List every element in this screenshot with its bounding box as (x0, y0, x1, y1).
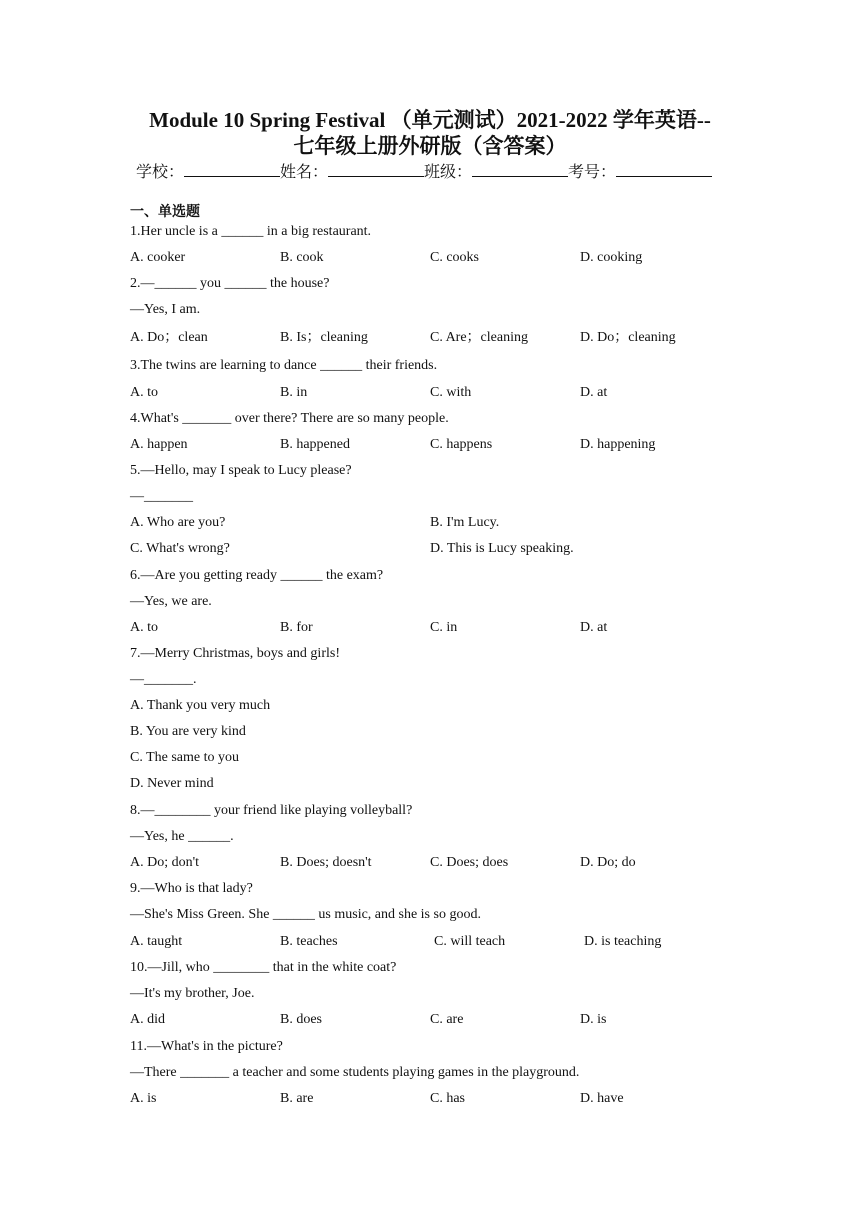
question-11-option-a[interactable]: A. is (130, 1091, 157, 1106)
name-label: 姓名： (280, 164, 329, 181)
question-4-option-c[interactable]: C. happens (430, 437, 493, 452)
question-5-option-d[interactable]: D. This is Lucy speaking. (430, 541, 574, 556)
question-7-text: 7.—Merry Christmas, boys and girls! (130, 646, 340, 661)
question-11-option-c[interactable]: C. has (430, 1091, 465, 1106)
question-6-option-a[interactable]: A. to (130, 620, 158, 635)
question-2-option-c[interactable]: C. Are；cleaning (430, 330, 528, 345)
question-6-option-c[interactable]: C. in (430, 620, 458, 635)
question-8-option-a[interactable]: A. Do; don't (130, 855, 200, 870)
question-11-reply: —There _______ a teacher and some students playing games in the playground. (130, 1065, 580, 1080)
question-11-text: 11.—What's in the picture? (130, 1039, 283, 1054)
question-11-option-b[interactable]: B. are (280, 1091, 314, 1106)
question-10-option-a[interactable]: A. did (130, 1012, 165, 1027)
question-10-option-b[interactable]: B. does (280, 1012, 322, 1027)
school-blank[interactable] (184, 162, 280, 177)
class-label: 班级： (424, 164, 473, 181)
question-7-option-d[interactable]: D. Never mind (130, 776, 214, 791)
question-5-reply: —_______ (130, 489, 193, 504)
question-5-text: 5.—Hello, may I speak to Lucy please? (130, 463, 352, 478)
question-8-text: 8.—________ your friend like playing volleyball? (130, 803, 413, 818)
question-6-option-b[interactable]: B. for (280, 620, 313, 635)
question-10-text: 10.—Jill, who ________ that in the white coat? (130, 960, 397, 975)
question-2-option-b[interactable]: B. Is；cleaning (280, 330, 368, 345)
question-9-option-a[interactable]: A. taught (130, 934, 183, 949)
question-6-text: 6.—Are you getting ready ______ the exam? (130, 568, 384, 583)
question-2-reply: —Yes, I am. (130, 302, 201, 317)
question-2-text: 2.—______ you ______ the house? (130, 276, 330, 291)
question-11-option-d[interactable]: D. have (580, 1091, 624, 1106)
question-4-text: 4.What's _______ over there? There are so many people. (130, 411, 449, 426)
question-10-reply: —It's my brother, Joe. (130, 986, 255, 1001)
question-9-text: 9.—Who is that lady? (130, 881, 253, 896)
question-3-option-a[interactable]: A. to (130, 385, 158, 400)
question-4-option-b[interactable]: B. happened (280, 437, 350, 452)
question-1-option-c[interactable]: C. cooks (430, 250, 479, 265)
question-2-option-a[interactable]: A. Do；clean (130, 330, 208, 345)
question-7-option-b[interactable]: B. You are very kind (130, 724, 246, 739)
question-6-option-d[interactable]: D. at (580, 620, 608, 635)
question-2-option-d[interactable]: D. Do；cleaning (580, 330, 676, 345)
question-1-option-b[interactable]: B. cook (280, 250, 324, 265)
question-3-option-d[interactable]: D. at (580, 385, 608, 400)
question-7-option-c[interactable]: C. The same to you (130, 750, 240, 765)
question-8-option-d[interactable]: D. Do; do (580, 855, 636, 870)
question-3-text: 3.The twins are learning to dance ______ their friends. (130, 358, 438, 373)
question-4-option-d[interactable]: D. happening (580, 437, 656, 452)
question-9-option-c[interactable]: C. will teach (434, 934, 506, 949)
question-10-option-d[interactable]: D. is (580, 1012, 607, 1027)
question-6-reply: —Yes, we are. (130, 594, 212, 609)
title-line-1: Module 10 Spring Festival （单元测试）2021-2022 学年英语-- (149, 108, 711, 132)
school-label: 学校： (136, 164, 185, 181)
question-9-option-d[interactable]: D. is teaching (584, 934, 662, 949)
question-8-option-c[interactable]: C. Does; does (430, 855, 509, 870)
question-8-reply: —Yes, he ______. (130, 829, 234, 844)
question-1-option-d[interactable]: D. cooking (580, 250, 643, 265)
exam-number-label: 考号： (568, 164, 617, 181)
question-9-reply: —She's Miss Green. She ______ us music, and she is so good. (130, 907, 481, 922)
name-blank[interactable] (328, 162, 424, 177)
question-3-option-b[interactable]: B. in (280, 385, 308, 400)
question-4-option-a[interactable]: A. happen (130, 437, 188, 452)
question-7-reply: —_______. (130, 672, 197, 687)
question-1-option-a[interactable]: A. cooker (130, 250, 186, 265)
question-9-option-b[interactable]: B. teaches (280, 934, 338, 949)
question-5-option-a[interactable]: A. Who are you? (130, 515, 226, 530)
title-line-2: 七年级上册外研版（含答案） (293, 134, 567, 158)
question-5-option-b[interactable]: B. I'm Lucy. (430, 515, 500, 530)
exam-number-blank[interactable] (616, 162, 712, 177)
question-3-option-c[interactable]: C. with (430, 385, 472, 400)
question-5-option-c[interactable]: C. What's wrong? (130, 541, 230, 556)
question-1-text: 1.Her uncle is a ______ in a big restaurant. (130, 224, 372, 239)
question-8-option-b[interactable]: B. Does; doesn't (280, 855, 372, 870)
class-blank[interactable] (472, 162, 568, 177)
section-title: 一、单选题 (130, 205, 200, 220)
student-info-row (136, 162, 712, 183)
question-10-option-c[interactable]: C. are (430, 1012, 464, 1027)
question-7-option-a[interactable]: A. Thank you very much (130, 698, 271, 713)
